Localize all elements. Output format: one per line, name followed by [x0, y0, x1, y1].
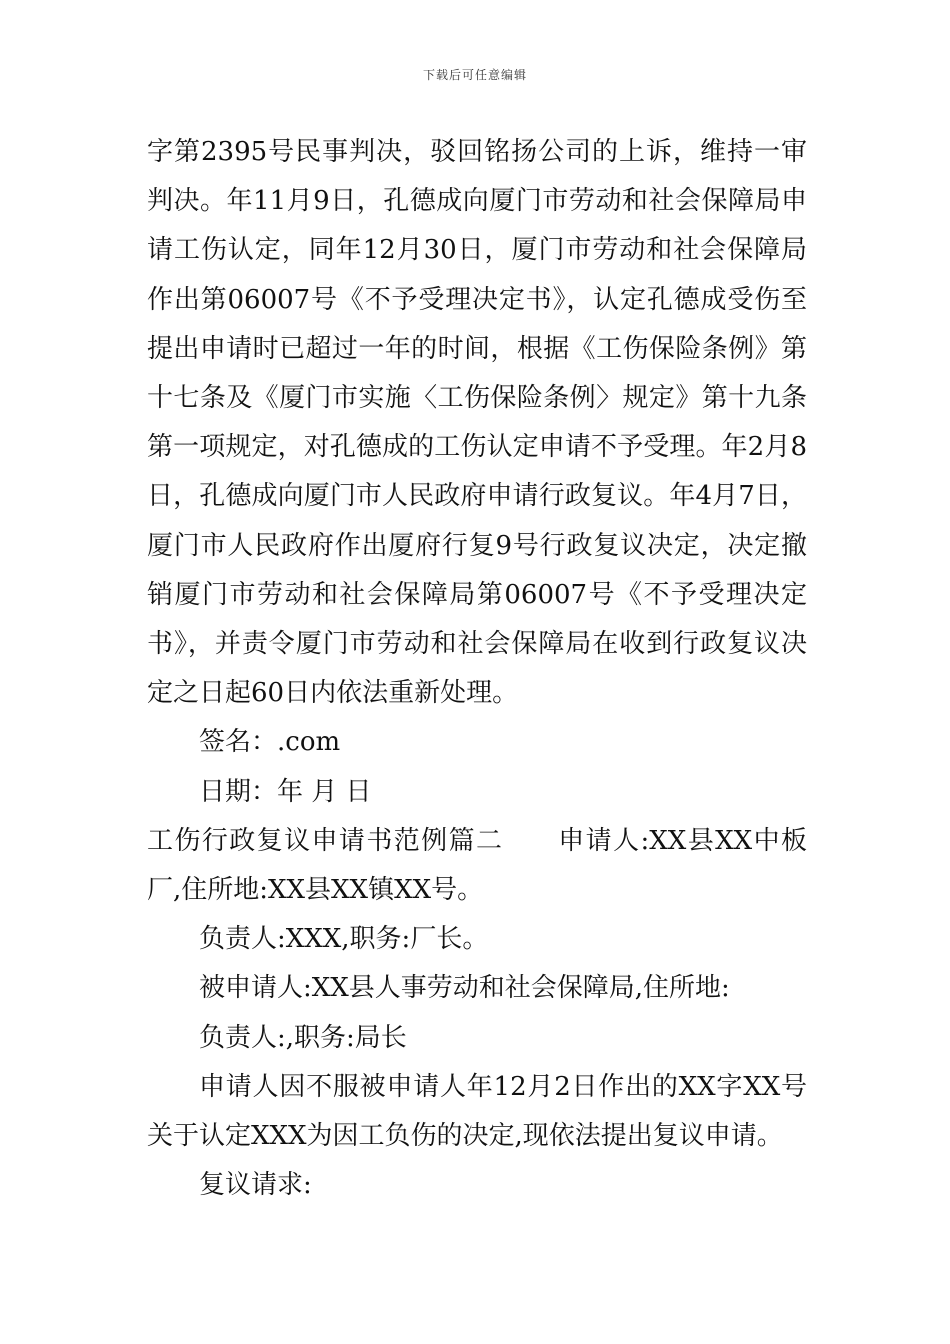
paragraph-application-reason: 申请人因不服被申请人年12月2日作出的XX字XX号关于认定XXX为因工负伤的决定,现依法提出复议申请。 — [147, 1071, 807, 1152]
paragraph-date: 日期：年 月 日 — [199, 776, 372, 807]
paragraph-case-history: 字第2395号民事判决，驳回铭扬公司的上诉，维持一审判决。年11月9日，孔德成向厦门市劳动和社会保障局申请工伤认定，同年12月30日，厦门市劳动和社会保障局作出第06007号《不予受理决定书》，认定孔德成受伤至提出申请时已超过一年的时间，根据《工伤保险条例》第十七条及《厦门市实施〈工伤保险条例〉规定》第十九条第一项规定，对孔德成的工伤认定申请不予受理。年2月8日，孔德成向厦门市人民政府申请行政复议。年4月7日，厦门市人民政府作出厦府行复9号行政复议决定，决定撤销厦门市劳动和社会保障局第06007号《不予受理决定书》，并责令厦门市劳动和社会保障局在收到行政复议决定之日起60日内依法重新处理。 — [147, 137, 807, 709]
document-body — [147, 128, 807, 1210]
paragraph-applicant: 工伤行政复议申请书范例篇二 申请人:XX县XX中板厂,住所地:XX县XX镇XX号。 — [147, 825, 807, 906]
paragraph-applicant-responsible: 负责人:XXX,职务:厂长。 — [199, 924, 489, 955]
paragraph-respondent-responsible: 负责人:,职务:局长 — [199, 1022, 407, 1053]
paragraph-respondent: 被申请人:XX县人事劳动和社会保障局,住所地: — [199, 973, 730, 1004]
paragraph-signature: 签名：.com — [199, 727, 341, 758]
page-header: 下载后可任意编辑 — [422, 68, 527, 82]
paragraph-review-request: 复议请求: — [199, 1170, 312, 1201]
